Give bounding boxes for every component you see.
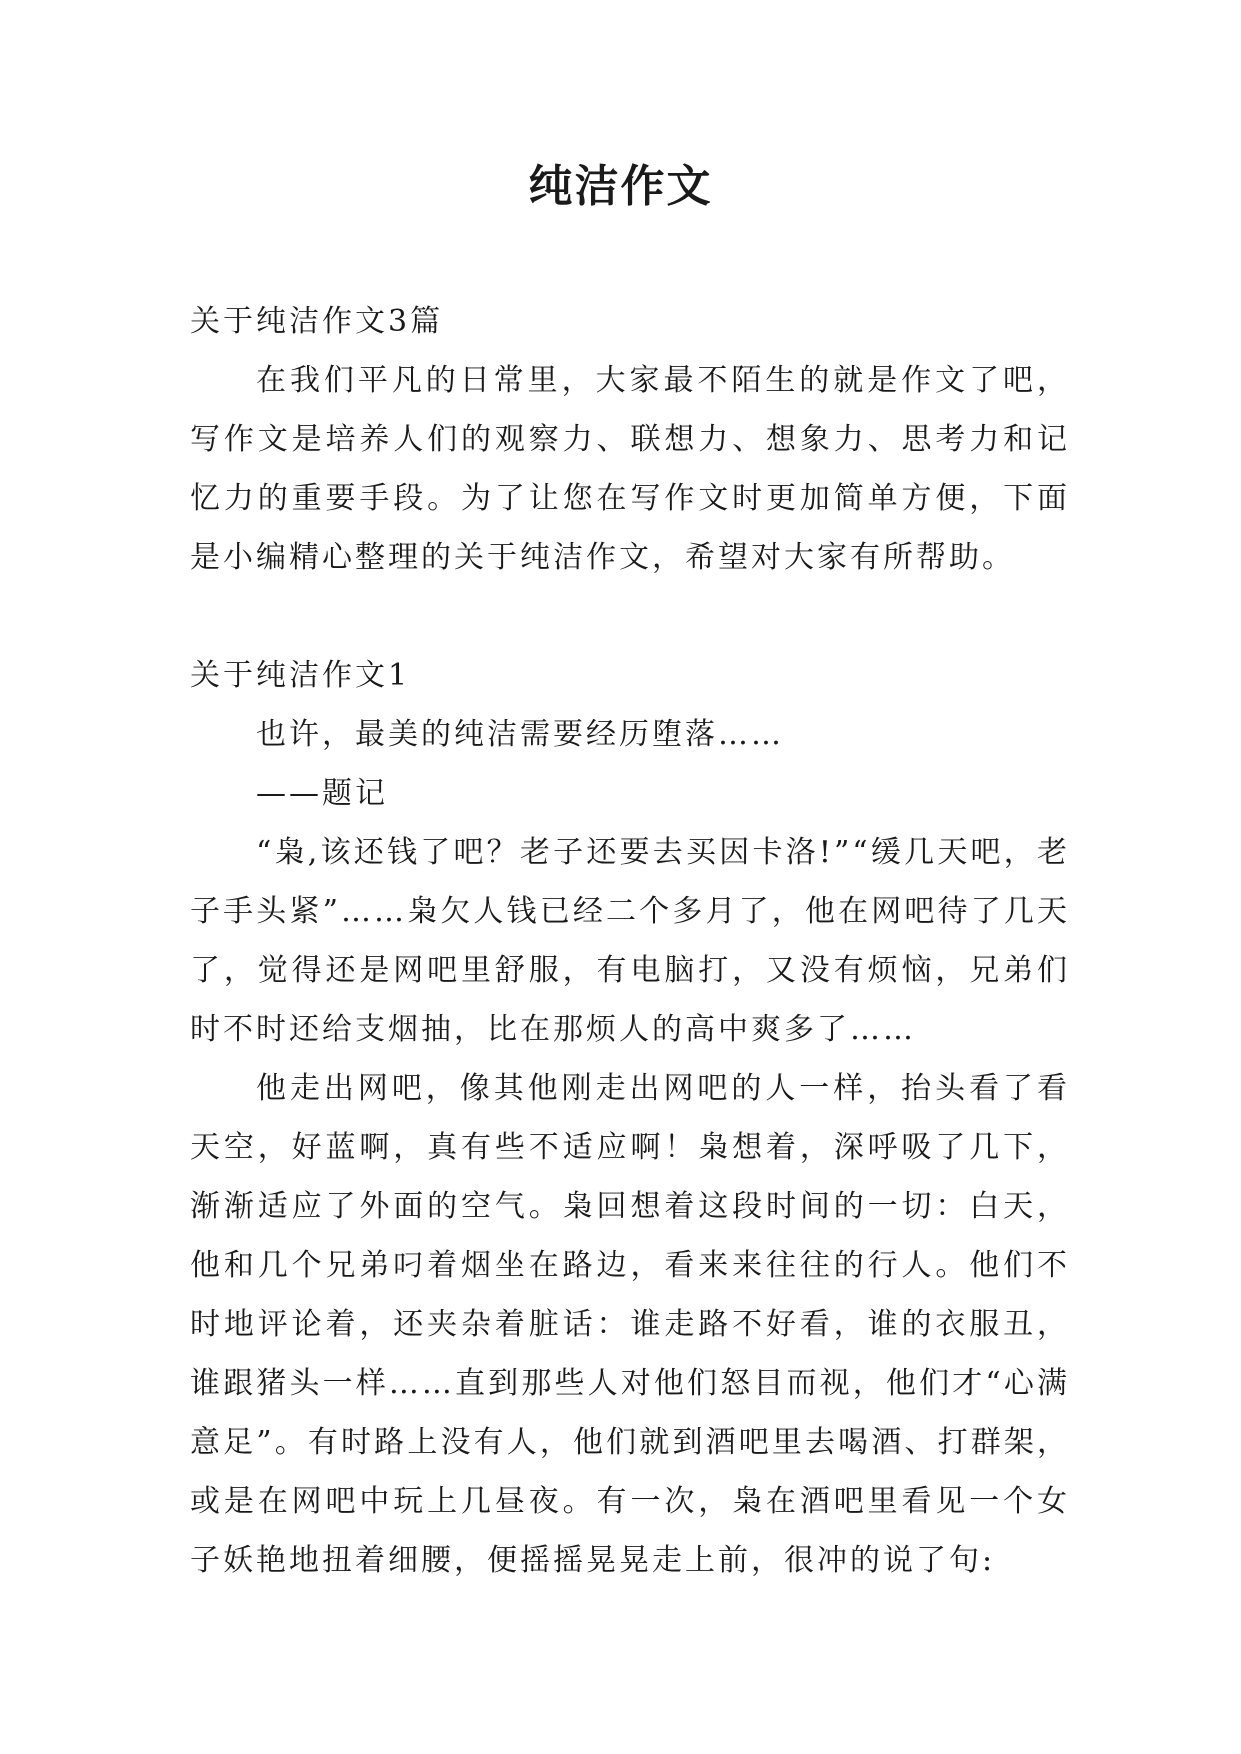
document-title: 纯洁作文 [528, 161, 713, 212]
body-paragraph: “枭,该还钱了吧？老子还要去买因卡洛!”“缓几天吧，老子手头紧”……枭欠人钱已经二个多月了，他在网吧待了几天了，觉得还是网吧里舒服，有电脑打，又没有烦恼，兄弟们时不时还给支烟抽，比在那烦人的高中爽多了…… [190, 835, 1070, 1047]
document-subtitle: 关于纯洁作文3篇 [190, 304, 444, 339]
epigraph-attribution: ——题记 [256, 776, 388, 811]
document-body [190, 292, 1070, 1590]
section-heading: 关于纯洁作文1 [190, 658, 411, 693]
body-paragraph: 他走出网吧，像其他刚走出网吧的人一样，抬头看了看天空，好蓝啊，真有些不适应啊！枭想着，深呼吸了几下，渐渐适应了外面的空气。枭回想着这段时间的一切：白天，他和几个兄弟叼着烟坐在路边，看来来往往的行人。他们不时地评论着，还夹杂着脏话：谁走路不好看，谁的衣服丑，谁跟猪头一样……直到那些人对他们怒目而视，他们才“心满意足”。有时路上没有人，他们就到酒吧里去喝酒、打群架，或是在网吧中玩上几昼夜。有一次，枭在酒吧里看见一个女子妖艳地扭着细腰，便摇摇晃晃走上前，很冲的说了句: [190, 1071, 1070, 1578]
intro-paragraph: 在我们平凡的日常里，大家最不陌生的就是作文了吧，写作文是培养人们的观察力、联想力、想象力、思考力和记忆力的重要手段。为了让您在写作文时更加简单方便，下面是小编精心整理的关于纯洁作文，希望对大家有所帮助。 [190, 363, 1070, 575]
epigraph: 也许，最美的纯洁需要经历堕落…… [256, 717, 784, 752]
